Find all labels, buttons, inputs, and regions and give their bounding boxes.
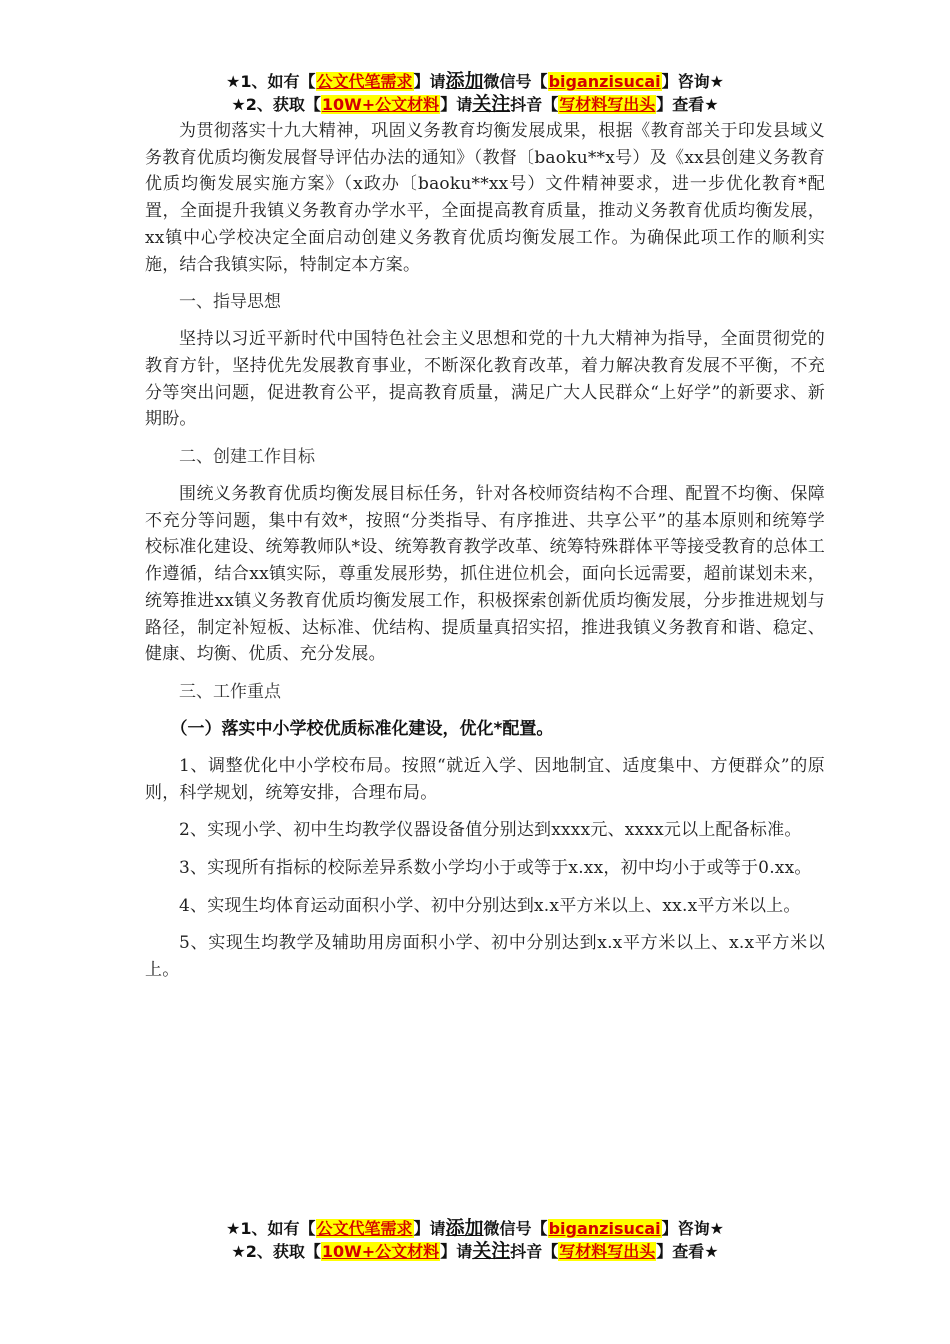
banner-text: 】请 <box>413 1219 446 1238</box>
banner-line-2 <box>0 1240 950 1263</box>
intro-paragraph: 为贯彻落实十九大精神，巩固义务教育均衡发展成果，根据《教育部关于印发县域义务教育优质均衡发展督导评估办法的通知》（教督〔baoku**x号）及《xx县创建义务教育优质均衡发展实施方案》（x政办〔baoku**xx号）文件精神要求，进一步优化教育*配置，全面提升我镇义务教育办学水平，全面提高教育质量，推动义务教育优质均衡发展，xx镇中心学校决定全面启动创建义务教育优质均衡发展工作。为确保此项工作的顺利实施，结合我镇实际，特制定本方案。 <box>145 121 825 275</box>
banner-highlight: 10W+公文材料 <box>321 95 440 114</box>
top-banner <box>0 70 950 116</box>
banner-text: 微信号【 <box>483 72 548 91</box>
list-item: 3、实现所有指标的校际差异系数小学均小于或等于x.xx，初中均小于或等于0.xx。 <box>179 858 812 879</box>
banner-text: 】查看★ <box>656 95 719 114</box>
banner-text: ★1、如有【 <box>226 72 316 91</box>
banner-highlight: 10W+公文材料 <box>321 1242 440 1261</box>
list-item: 5、实现生均教学及辅助用房面积小学、初中分别达到x.x平方米以上、x.x平方米以上。 <box>145 933 825 981</box>
section-heading-3: 三、工作重点 <box>179 681 281 702</box>
banner-text: 抖音【 <box>510 95 559 114</box>
section-heading-1: 一、指导思想 <box>179 292 281 313</box>
section-paragraph-2: 围统义务教育优质均衡发展目标任务，针对各校师资结构不合理、配置不均衡、保障不充分等问题，集中有效*，按照“分类指导、有序推进、共享公平”的基本原则和统筹学校标准化建设、统筹教师队*设、统筹教育教学改革、统筹特殊群体平等接受教育的总体工作遵循，结合xx镇实际，尊重发展形势，抓住进位机会，面向长远需要，超前谋划未来，统筹推进xx镇义务教育优质均衡发展工作，积极探索创新优质均衡发展，分步推进规划与路径，制定补短板、达标准、优结构、提质量真招实招，推进我镇义务教育和谐、稳定、健康、均衡、优质、充分发展。 <box>145 484 825 665</box>
banner-text: 微信号【 <box>483 1219 548 1238</box>
banner-text: 】请 <box>440 95 473 114</box>
banner-text: ★2、获取【 <box>231 95 321 114</box>
banner-text: ★2、获取【 <box>231 1242 321 1261</box>
banner-emphasis: 关注 <box>472 1240 511 1262</box>
section-heading-2: 二、创建工作目标 <box>179 447 315 468</box>
banner-line-1 <box>0 70 950 93</box>
banner-text: ★1、如有【 <box>226 1219 316 1238</box>
list-item: 2、实现小学、初中生均教学仪器设备值分别达到xxxx元、xxxx元以上配备标准。 <box>179 820 802 841</box>
banner-text: 】咨询★ <box>661 72 724 91</box>
section-paragraph-1: 坚持以习近平新时代中国特色社会主义思想和党的十九大精神为指导，全面贯彻党的教育方针，坚持优先发展教育事业，不断深化教育改革，着力解决教育发展不平衡，不充分等突出问题，促进教育公平，提高教育质量，满足广大人民群众“上好学”的新要求、新期盼。 <box>145 329 825 430</box>
banner-highlight: 写材料写出头 <box>559 1242 656 1261</box>
banner-text: 抖音【 <box>510 1242 559 1261</box>
banner-text: 】请 <box>440 1242 473 1261</box>
banner-emphasis: 添加 <box>445 1217 484 1239</box>
banner-highlight: 写材料写出头 <box>559 95 656 114</box>
document-body <box>145 118 825 995</box>
banner-highlight: 公文代笔需求 <box>316 72 413 91</box>
list-item: 4、实现生均体育运动面积小学、初中分别达到x.x平方米以上、xx.x平方米以上。 <box>179 895 801 916</box>
banner-emphasis: 添加 <box>445 70 484 92</box>
banner-highlight: 公文代笔需求 <box>316 1219 413 1238</box>
subsection-heading: （一）落实中小学校优质标准化建设，优化*配置。 <box>170 718 554 739</box>
banner-highlight: biganzisucai <box>548 1219 661 1238</box>
banner-text: 】咨询★ <box>661 1219 724 1238</box>
banner-line-1 <box>0 1217 950 1240</box>
banner-emphasis: 关注 <box>472 93 511 115</box>
list-item: 1、调整优化中小学校布局。按照“就近入学、因地制宜、适度集中、方便群众”的原则，科学规划，统筹安排，合理布局。 <box>145 755 825 803</box>
banner-text: 】查看★ <box>656 1242 719 1261</box>
bottom-banner <box>0 1217 950 1263</box>
banner-text: 】请 <box>413 72 446 91</box>
banner-highlight: biganzisucai <box>548 72 661 91</box>
banner-line-2 <box>0 93 950 116</box>
